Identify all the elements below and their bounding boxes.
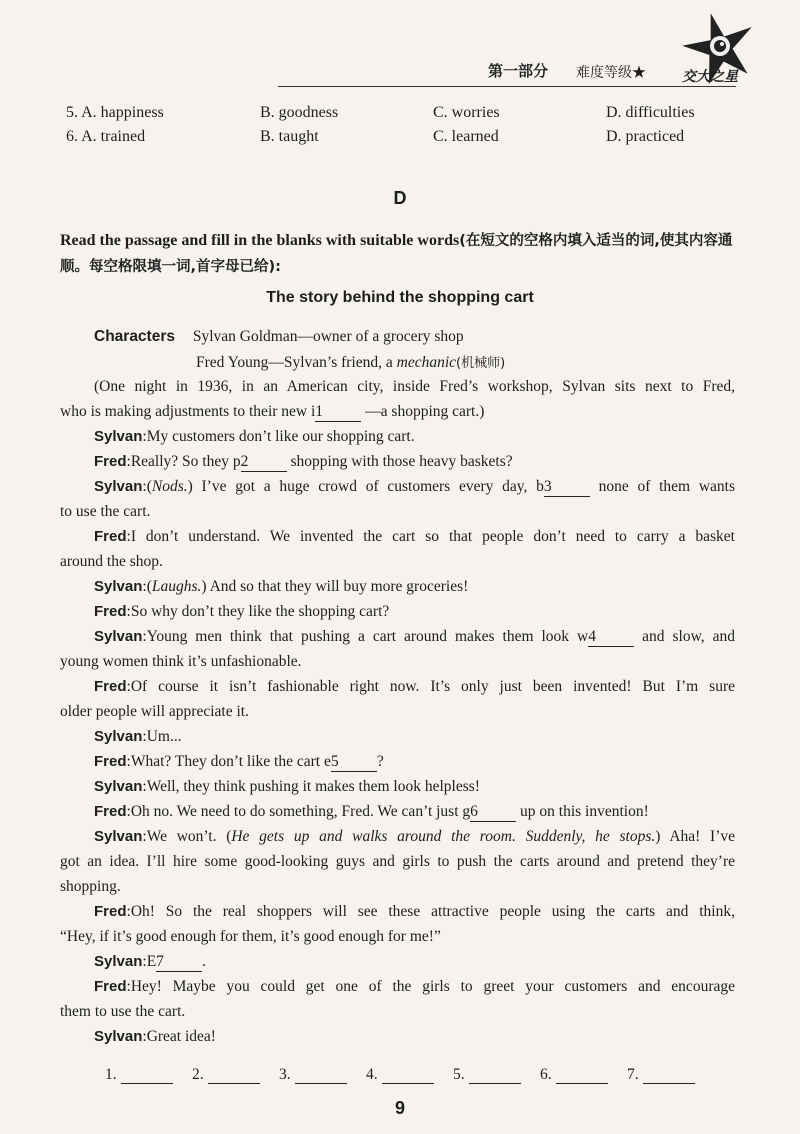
- dialogue-line: Fred:Hey! Maybe you could get one of the girls to greet your customers and encourage: [94, 978, 735, 995]
- dialogue-text: shopping with those heavy baskets?: [286, 453, 513, 470]
- dialogue-line: Fred:So why don’t they like the shopping cart?: [94, 603, 390, 620]
- dialogue-line: Sylvan:We won’t. (He gets up and walks around the room. Suddenly, he stops.) Aha! I’ve: [94, 828, 735, 845]
- answer-label: 3.: [279, 1066, 291, 1083]
- dialogue-line: [60, 399, 735, 424]
- answer-label: 5.: [453, 1066, 465, 1083]
- answer-label: 4.: [366, 1066, 378, 1083]
- blank-initial-letter: g: [462, 803, 471, 820]
- blank-initial-letter: E: [146, 953, 157, 970]
- header-difficulty: 难度等级★: [576, 65, 646, 81]
- answer-label: 7.: [627, 1066, 639, 1083]
- speaker-name: Fred: [94, 528, 127, 545]
- option-6a: 6. A. trained: [66, 128, 146, 145]
- answer-blank-2[interactable]: [192, 1066, 279, 1084]
- dialogue-line: [60, 549, 735, 574]
- dialogue-text: Great idea!: [146, 1028, 216, 1045]
- dialogue-line: Fred:I don’t understand. We invented the cart so that people don’t need to carry a basket: [94, 528, 735, 545]
- dialogue-text: ) And so that they will buy more groceries!: [201, 578, 469, 595]
- answer-blank-4[interactable]: [366, 1066, 453, 1084]
- dialogue-line: [60, 874, 735, 899]
- character-fred: Fred Young—Sylvan’s friend, a mechanic(机械师): [196, 354, 506, 371]
- option-6d: D. practiced: [606, 128, 685, 145]
- dialogue-text: around the shop.: [60, 553, 163, 570]
- stage-direction: He gets up and walks around the room. Suddenly, he stops.: [231, 828, 656, 845]
- page-number: 9: [394, 1098, 405, 1118]
- dialogue-line: Fred:Oh! So the real shoppers will see these attractive people using the carts and think,: [94, 903, 735, 920]
- dialogue-text: Well, they think pushing it makes them look helpless!: [146, 778, 480, 795]
- speaker-name: Fred: [94, 753, 127, 770]
- blank-6[interactable]: 6: [470, 803, 516, 822]
- dialogue-line: Sylvan:Well, they think pushing it makes them look helpless!: [94, 778, 480, 795]
- dialogue-text: none of them wants: [589, 478, 735, 495]
- dialogue-line: Fred:Really? So they p2 shopping with those heavy baskets?: [94, 453, 513, 470]
- answer-underline[interactable]: [643, 1067, 695, 1084]
- option-6b: B. taught: [260, 128, 319, 145]
- answer-underline[interactable]: [208, 1067, 260, 1084]
- dialogue-text: Oh no. We need to do something, Fred. We can’t just: [130, 803, 463, 820]
- dialogue-line: Fred:Of course it isn’t fashionable right now. It’s only just been invented! But I’m sure: [94, 678, 735, 695]
- blank-5[interactable]: 5: [331, 753, 377, 772]
- dialogue-line: Sylvan:Great idea!: [94, 1028, 216, 1045]
- dialogue-text: .: [202, 953, 207, 970]
- speaker-name: Sylvan: [94, 578, 143, 595]
- speaker-name: Sylvan: [94, 828, 143, 845]
- option-5d: D. difficulties: [606, 104, 695, 121]
- dialogue: [60, 374, 735, 1049]
- dialogue-text: got an idea. I’ll hire some good-looking guys and girls to push the carts around and pretend they’re: [60, 853, 735, 870]
- dialogue-text: Oh! So the real shoppers will see these attractive people using the carts and think,: [130, 903, 735, 920]
- dialogue-text: and slow, and: [634, 628, 735, 645]
- answer-underline[interactable]: [469, 1067, 521, 1084]
- answer-underline[interactable]: [121, 1067, 173, 1084]
- dialogue-text: ) I’ve got a huge crowd of customers every day,: [187, 478, 537, 495]
- speaker-name: Fred: [94, 678, 127, 695]
- speaker-name: Fred: [94, 903, 127, 920]
- speaker-name: Sylvan: [94, 428, 143, 445]
- dialogue-text: My customers don’t like our shopping cart.: [146, 428, 415, 445]
- dialogue-line: [60, 374, 735, 399]
- answer-label: 6.: [540, 1066, 552, 1083]
- blank-initial-letter: b: [536, 478, 544, 495]
- dialogue-text: Hey! Maybe you could get one of the girls to greet your customers and encourage: [130, 978, 735, 995]
- dialogue-text: (: [146, 478, 152, 495]
- answer-blank-1[interactable]: [105, 1066, 192, 1084]
- dialogue-line: Fred:Oh no. We need to do something, Fred. We can’t just g6 up on this invention!: [94, 803, 649, 820]
- answer-lines: [105, 1066, 714, 1084]
- blank-initial-letter: e: [323, 753, 331, 770]
- dialogue-text: Young men think that pushing a cart around makes them look: [146, 628, 578, 645]
- dialogue-line: [60, 849, 735, 874]
- blank-initial-letter: w: [577, 628, 589, 645]
- speaker-name: Sylvan: [94, 478, 143, 495]
- answer-blank-7[interactable]: [627, 1066, 714, 1084]
- answer-blank-6[interactable]: [540, 1066, 627, 1084]
- dialogue-line: Sylvan:(Laughs.) And so that they will buy more groceries!: [94, 578, 469, 595]
- dialogue-text: young women think it’s unfashionable.: [60, 653, 302, 670]
- speaker-name: Fred: [94, 453, 127, 470]
- brand-text: 交大之星: [682, 69, 738, 85]
- instruction-en: Read the passage and fill in the blanks with suitable words: [60, 232, 460, 249]
- blank-7[interactable]: 7: [156, 953, 202, 972]
- answer-label: 1.: [105, 1066, 117, 1083]
- speaker-name: Sylvan: [94, 728, 143, 745]
- dialogue-text: We won’t. (: [146, 828, 232, 845]
- dialogue-line: Fred:What? They don’t like the cart e5 ?: [94, 753, 384, 770]
- dialogue-text: them to use the cart.: [60, 1003, 186, 1020]
- dialogue-text: shopping.: [60, 878, 121, 895]
- dialogue-text: (One night in 1936, in an American city, inside Fred’s workshop, Sylvan sits next to Fred,: [94, 378, 735, 395]
- blank-initial-letter: p: [232, 453, 241, 470]
- speaker-name: Sylvan: [94, 628, 143, 645]
- stage-direction: Nods.: [151, 478, 188, 495]
- speaker-name: Fred: [94, 803, 127, 820]
- dialogue-line: Sylvan:(Nods.) I’ve got a huge crowd of customers every day, b3 none of them wants: [94, 478, 735, 495]
- answer-blank-5[interactable]: [453, 1066, 540, 1084]
- speaker-name: Fred: [94, 978, 127, 995]
- dialogue-line: Sylvan:My customers don’t like our shopping cart.: [94, 428, 415, 445]
- dialogue-line: Sylvan:E7 .: [94, 953, 207, 970]
- speaker-name: Fred: [94, 603, 127, 620]
- blank-2[interactable]: 2: [241, 453, 287, 472]
- instruction-cn: (在短文的空格内填入适当的词,使其内容通顺。每空格限填一词,首字母已给):: [60, 233, 733, 275]
- characters-label: Characters: [94, 328, 175, 345]
- answer-underline[interactable]: [556, 1067, 608, 1084]
- dialogue-text: older people will appreciate it.: [60, 703, 249, 720]
- dialogue-line: Sylvan:Um...: [94, 728, 182, 745]
- character-sylvan: Sylvan Goldman—owner of a grocery shop: [192, 328, 464, 345]
- dialogue-text: ?: [376, 753, 384, 770]
- dialogue-text: —a shopping cart.): [361, 403, 485, 420]
- speaker-name: Sylvan: [94, 1028, 143, 1045]
- dialogue-text: “Hey, if it’s good enough for them, it’s good enough for me!”: [60, 928, 441, 945]
- instruction: [60, 228, 735, 280]
- section-letter: D: [393, 188, 407, 208]
- answer-underline[interactable]: [382, 1067, 434, 1084]
- blank-4[interactable]: 4: [588, 628, 634, 647]
- stage-direction: Laughs.: [151, 578, 202, 595]
- blank-1[interactable]: 1: [315, 403, 361, 422]
- dialogue-line: [60, 649, 735, 674]
- story-title: The story behind the shopping cart: [266, 289, 534, 306]
- dialogue-text: to use the cart.: [60, 503, 151, 520]
- answer-blank-3[interactable]: [279, 1066, 366, 1084]
- dialogue-line: [60, 699, 735, 724]
- option-5b: B. goodness: [260, 104, 339, 121]
- star-eye-logo: [680, 8, 760, 88]
- answer-label: 2.: [192, 1066, 204, 1083]
- dialogue-text: up on this invention!: [516, 803, 649, 820]
- dialogue-text: (: [146, 578, 152, 595]
- option-5c: C. worries: [433, 104, 500, 121]
- dialogue-text: Of course it isn’t fashionable right now. It’s only just been invented! But I’m sure: [130, 678, 735, 695]
- dialogue-line: [60, 999, 735, 1024]
- dialogue-line: [60, 924, 735, 949]
- dialogue-line: Sylvan:Young men think that pushing a cart around makes them look w4 and slow, and: [94, 628, 735, 645]
- speaker-name: Sylvan: [94, 953, 143, 970]
- dialogue-text: who is making adjustments to their new: [60, 403, 311, 420]
- answer-underline[interactable]: [295, 1067, 347, 1084]
- header-section: 第一部分: [488, 62, 549, 80]
- option-5a: 5. A. happiness: [66, 104, 164, 121]
- speaker-name: Sylvan: [94, 778, 143, 795]
- dialogue-text: So why don’t they like the shopping cart?: [130, 603, 390, 620]
- dialogue-text: Really? So they: [130, 453, 233, 470]
- dialogue-text: What? They don’t like the cart: [130, 753, 324, 770]
- header-rule: [278, 86, 736, 87]
- blank-initial-letter: i: [310, 403, 316, 420]
- dialogue-text: Um...: [146, 728, 182, 745]
- dialogue-text: ) Aha! I’ve: [655, 828, 735, 845]
- option-6c: C. learned: [433, 128, 499, 145]
- blank-3[interactable]: 3: [544, 478, 590, 497]
- characters-line-1: [94, 328, 464, 346]
- dialogue-line: [60, 499, 735, 524]
- dialogue-text: I don’t understand. We invented the cart so that people don’t need to carry a basket: [130, 528, 735, 545]
